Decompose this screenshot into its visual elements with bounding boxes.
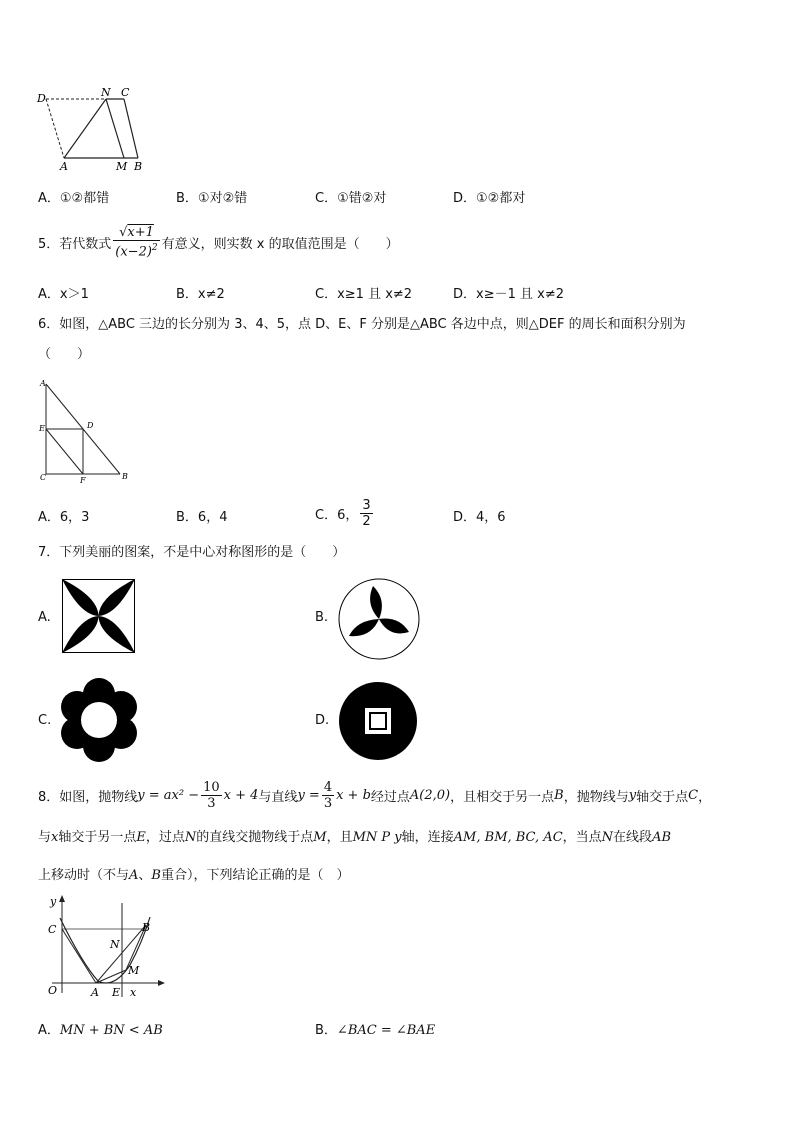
q8-l2-point-n: N [184,830,197,845]
segment-DA [46,99,64,158]
q8-l2-text-c: ，过点 [145,830,185,845]
q8-parabola-right: x + 4 [223,787,259,803]
label-x: x [130,986,137,999]
q8-line-frac-num: 4 [323,779,333,795]
q7-option-b-label[interactable]: B. [315,610,329,625]
label-O: O [48,984,58,997]
q8-line-fraction [322,780,334,811]
q8-l2-point-m: M [313,830,327,845]
q5-option-d[interactable]: D．x≥－1 且 x≠2 [453,287,564,302]
q6-option-c-den: 2 [362,513,371,529]
segment-EF [46,429,83,474]
q8-stem-line2 [38,826,671,845]
q6-triangle-figure [36,376,136,486]
q5-option-c[interactable]: C．x≥1 且 x≠2 [315,287,413,302]
label-A: A [40,379,46,388]
q5-prefix: 5．若代数式 [38,236,112,252]
label-E: E [112,986,121,999]
q8-parabola-figure [38,893,168,1003]
label-B: B [142,921,151,934]
q8-option-a-prefix: A． [38,1023,60,1038]
q8-l2-text-f: 轴，连接 [401,830,454,845]
q5-option-b[interactable]: B．x≠2 [176,287,225,302]
q6-option-c[interactable] [315,494,375,532]
segment-AN [64,99,106,158]
q8-l1-y: y [628,787,637,803]
q5-den-exp: 2 [151,242,158,253]
q8-l1-point-c: C [688,787,699,803]
q8-option-b-prefix: B． [315,1023,337,1038]
q8-point-a: A(2,0) [409,787,451,803]
x-axis-arrow [158,980,165,986]
q8-option-a[interactable] [38,1019,163,1038]
q8-option-a-expr: MN + BN < AB [59,1023,163,1038]
q8-l2-segment-ab: AB [652,830,672,845]
q8-l2-text-b: 轴交于另一点 [58,830,137,845]
label-N: N [101,86,111,99]
q7-option-c-label[interactable]: C. [38,713,52,728]
q7-option-a-label[interactable]: A. [38,610,51,625]
label-E: E [39,424,45,433]
q7-option-b-figure[interactable] [337,578,421,660]
q5-radicand: x+1 [127,224,154,240]
y-axis-arrow [59,895,65,902]
label-F: F [80,476,86,485]
q8-l1-text-a: 8．如图，抛物线 [38,789,138,805]
q5-fraction [113,225,159,259]
label-N: N [110,938,120,951]
label-M: M [128,964,140,977]
q5-fraction-numerator: √x+1 [113,225,159,241]
q8-l2-text-d: 的直线交抛物线于点 [196,830,314,845]
coin-square-hole [371,714,385,728]
q8-l1-text-b: 与直线 [258,789,298,805]
q8-l2-point-e: E [136,830,146,845]
segment-NM [106,99,124,158]
label-y: y [50,895,57,908]
q4-parallelogram-figure [32,86,152,176]
q8-parabola-left: y = ax² − [137,787,200,803]
q8-stem-line1 [38,776,711,814]
label-C: C [121,86,130,99]
q6-option-b[interactable]: B．6，4 [176,510,228,525]
q5-fraction-denominator [113,241,159,259]
q8-l3-point-a: A [129,868,139,883]
q4-option-c[interactable]: C．①错②对 [315,191,387,206]
q4-option-d[interactable]: D．①②都对 [453,191,526,206]
q8-l2-mn-parallel-y: MN P y [352,830,402,845]
q8-l2-text-a: 与 [38,830,52,845]
q6-option-a[interactable]: A．6，3 [38,510,90,525]
q5-stem [38,219,399,265]
label-A: A [91,986,99,999]
q6-stem-line1: 6．如图，△ABC 三边的长分别为 3、4、5，点 D、E、F 分别是△ABC 各边中点，则△DEF 的周长和面积分别为 [38,317,686,332]
q8-l3-text: 上移动时（不与 [38,868,130,883]
q6-option-c-prefix: C．6， [315,507,359,523]
q8-parabola-frac-num: 10 [203,779,220,795]
q8-line-right: x + b [336,787,371,803]
q8-l1-point-b: B [554,787,564,803]
q8-l2-x: x [51,830,59,845]
q8-line-frac-den: 3 [323,795,333,811]
q8-l1-text-d: ，且相交于另一点 [450,789,555,805]
q8-option-b[interactable] [315,1019,435,1038]
q8-l3-point-b: B [151,868,161,883]
q8-l2-segments: AM, BM, BC, AC [453,830,563,845]
q7-option-d-label[interactable]: D. [315,713,330,728]
q5-suffix: 有意义，则实数 x 的取值范围是（ ） [161,236,399,252]
q8-l2-text-h: 在线段 [613,830,653,845]
q7-option-d-figure[interactable] [338,680,418,762]
label-B: B [122,472,128,481]
q5-den-base: (x−2) [115,244,152,260]
q5-option-a[interactable]: A．x＞1 [38,287,89,302]
q6-option-c-num: 3 [362,497,371,513]
q8-line-left: y = [297,787,320,803]
q8-option-b-expr: ∠BAC = ∠BAE [336,1023,436,1038]
label-D: D [87,421,94,430]
q8-l3-sep: 、 [138,868,152,883]
q4-option-a[interactable]: A．①②都错 [38,191,110,206]
q6-stem-line2: （ ） [38,347,91,362]
q8-parabola-frac-den: 3 [207,795,216,811]
segment-CA [62,929,96,983]
q7-stem: 7．下列美丽的图案，不是中心对称图形的是（ ） [38,545,346,560]
label-C: C [40,473,47,482]
q8-l3-end: 重合），下列结论正确的是（ ） [160,868,350,883]
label-A: A [60,160,68,173]
label-D: D [37,92,46,105]
q8-stem-line3 [38,864,350,883]
q8-l1-text-f: 轴交于点 [636,789,689,805]
q7-option-a-figure[interactable] [62,579,135,653]
label-C: C [48,923,57,936]
q4-option-b[interactable]: B．①对②错 [176,191,248,206]
q8-l2-text-g: ，当点 [562,830,602,845]
q6-option-c-fraction [360,498,372,529]
label-M: M [116,160,128,173]
segment-CB [124,99,138,158]
q8-l1-text-e: ，抛物线与 [563,789,629,805]
flower-center-hole [81,702,117,738]
q8-l2-point-n2: N [601,830,614,845]
q7-option-c-figure[interactable] [60,677,138,763]
q8-l1-text-c: 经过点 [370,789,410,805]
q6-option-d[interactable]: D．4，6 [453,510,506,525]
label-B: B [134,160,143,173]
q8-parabola-fraction [201,780,222,811]
q8-l2-text-e: ，且 [326,830,353,845]
q8-l1-text-g: ， [698,789,712,805]
